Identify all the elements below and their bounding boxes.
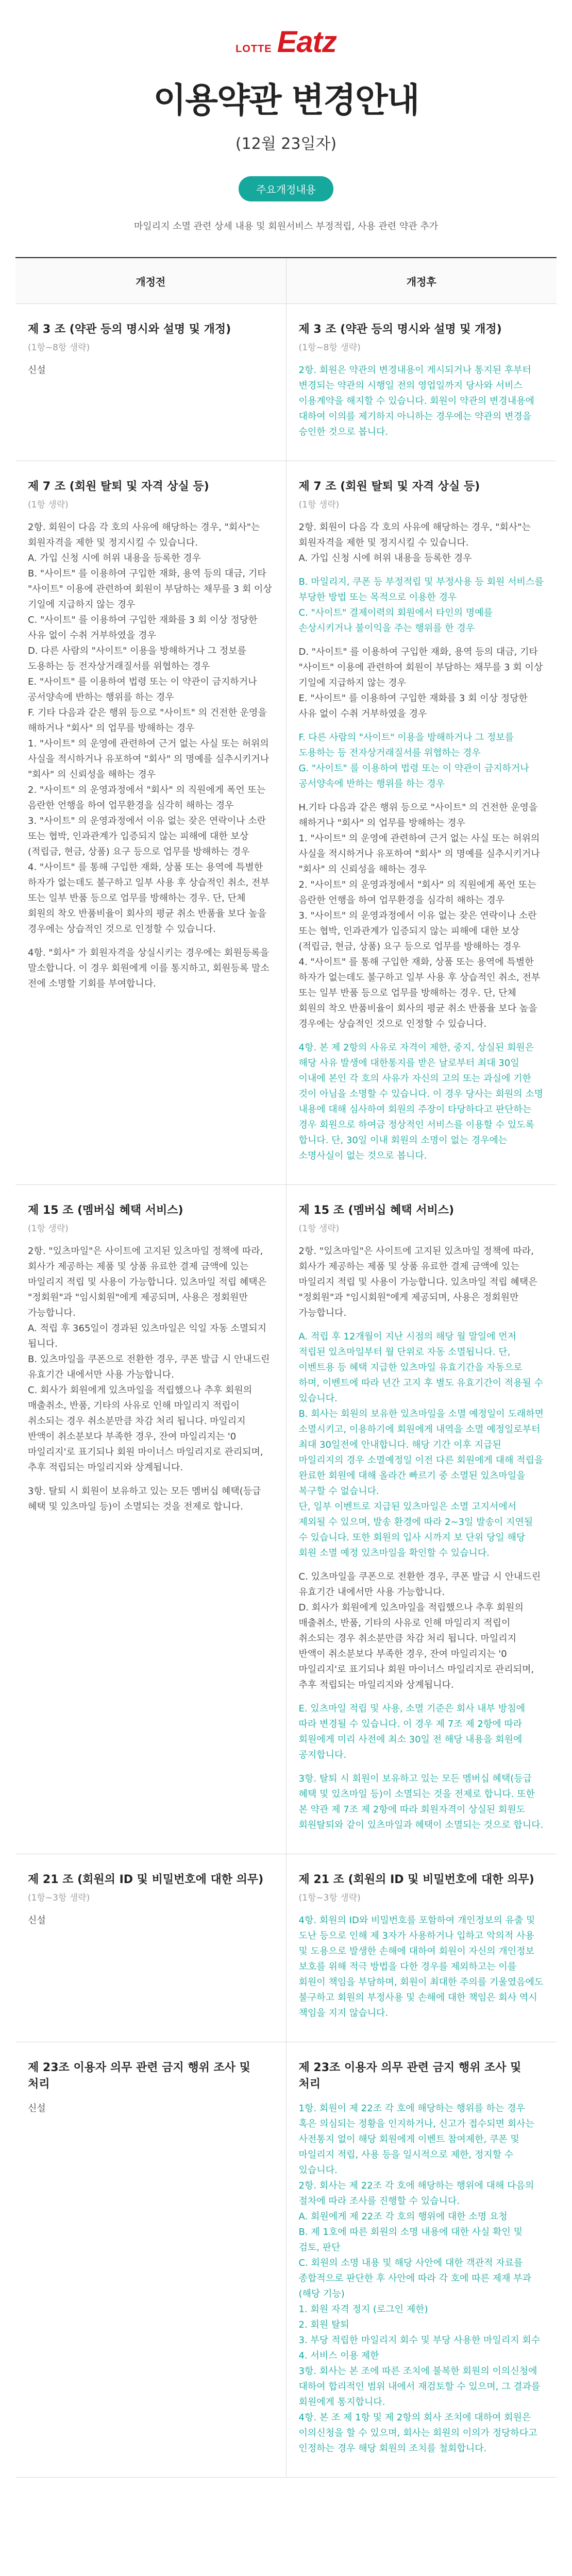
clause-text: C. 있츠마일을 쿠폰으로 전환한 경우, 쿠폰 발급 시 안내드린 유효기간 내에서만 사용 가능합니다. D. 회사가 회원에게 있츠마일을 적립했으나 추후 회원의 매출취소, 반품, 기타의 사유로 인해 마일리지 적립이 취소되는 경우 취소분만큼 차감 처리 됩니다. 마일리지 반액이 취소분보다 부족한 경우, 잔여 마일리지는 '0 마일리지'로 표기되나 회원 마이너스 마일리지로 관리되며, 추후 적립되는 마일리지와 상계됩니다. xyxy=(298,1571,541,1690)
clause-after xyxy=(286,304,557,461)
clause-omitted-note: (1항 생략) xyxy=(298,500,340,510)
clause-title: 제 7 조 (회원 탈퇴 및 자격 상실 등) xyxy=(28,480,209,493)
clause-omitted-note: (1항 생략) xyxy=(298,1224,340,1234)
clause-after xyxy=(286,1185,557,1854)
table-row xyxy=(15,304,557,461)
comparison-table xyxy=(15,257,557,2478)
clause-title: 제 23조 이용자 의무 관련 금지 행위 조사 및 처리 xyxy=(28,2061,250,2091)
clause-text: 신설 xyxy=(28,2103,46,2114)
clause-title: 제 3 조 (약관 등의 명시와 설명 및 개정) xyxy=(298,323,502,336)
table-row xyxy=(15,1185,557,1854)
clause-title: 제 3 조 (약관 등의 명시와 설명 및 개정) xyxy=(28,323,231,336)
clause-text-changed: 4항. 회원의 ID와 비밀번호를 포함하여 개인정보의 유출 및 도난 등으로 인해 제 3자가 사용하거나 입하고 악의적 사용 및 도용으로 발생한 손해에 대하여 회원이 자신의 개인정보 보호를 위해 적극 방법을 다한 경우를 제외하고는 이를 회원이 책임을 부담하며, 회원이 최대한 주의를 기울였음에도 불구하고 회원의 부정사용 및 손해에 대한 책임은 회사 역시 책임을 지지 않습니다. xyxy=(298,1915,544,2019)
clause-omitted-note: (1항 생략) xyxy=(28,1224,69,1234)
clause-omitted-note: (1항~8항 생략) xyxy=(28,343,90,353)
clause-title: 제 23조 이용자 의무 관련 금지 행위 조사 및 처리 xyxy=(298,2061,521,2091)
clause-text-changed: 4항. 본 제 2항의 사유로 자격이 제한, 중지, 상실된 회원은 해당 사유 발생에 대한통지를 받은 날로부터 최대 30일 이내에 본인 각 호의 사유가 자신의 고의 또는 과실에 기한 것이 아님을 소명할 수 있습니다. 이 경우 당사는 회원의 소명 내용에 대해 심사하여 회원의 주장이 타당하다고 판단하는 경우 회원으로 하여금 정상적인 서비스를 이용할 수 있도록 합니다. 단, 30일 이내 회원의 소명이 없는 경우에는 소명사실이 없는 것으로 봅니다. xyxy=(298,1042,544,1161)
clause-text: 4항. "회사" 가 회원자격을 상실시키는 경우에는 회원등록을 말소합니다. 이 경우 회원에게 이를 통지하고, 회원등록 말소 전에 소명할 기회를 부여합니다. xyxy=(28,947,270,989)
key-changes-badge: 주요개정내용 xyxy=(239,176,333,201)
clause-title: 제 7 조 (회원 탈퇴 및 자격 상실 등) xyxy=(298,480,480,493)
clause-before xyxy=(15,304,286,461)
effective-date: (12월 23일자) xyxy=(235,135,337,153)
clause-text: 신설 xyxy=(28,365,46,376)
clause-omitted-note: (1항 생략) xyxy=(28,500,69,510)
clause-before xyxy=(15,1185,286,1854)
brand-eatz: Eatz xyxy=(277,25,337,59)
table-row xyxy=(15,461,557,1185)
clause-before xyxy=(15,2042,286,2478)
clause-text: 3항. 탈퇴 시 회원이 보유하고 있는 모든 멤버십 혜택(등급 혜택 및 있츠마일 등)이 소멸되는 것을 전제로 합니다. xyxy=(28,1486,261,1512)
clause-omitted-note: (1항~3항 생략) xyxy=(298,1893,361,1903)
table-header-row xyxy=(15,258,557,304)
clause-omitted-note: (1항~8항 생략) xyxy=(298,343,361,353)
clause-after xyxy=(286,1854,557,2042)
clause-title: 제 21 조 (회원의 ID 및 비밀번호에 대한 의무) xyxy=(298,1873,534,1886)
clause-text-changed: 3항. 탈퇴 시 회원이 보유하고 있는 모든 멤버십 혜택(등급 혜택 및 있츠마일 등)이 소멸되는 것을 전제로 합니다. 또한 본 약관 제 7조 제 2항에 따라 회원자격이 상실된 회원도 회원탈퇴와 같이 있츠마일과 혜택이 소멸되는 것으로 합니다. xyxy=(298,1773,544,1831)
clause-after xyxy=(286,2042,557,2478)
clause-before xyxy=(15,1854,286,2042)
table-row xyxy=(15,1854,557,2042)
clause-after xyxy=(286,461,557,1185)
brand-logo xyxy=(235,25,337,59)
clause-text-changed: 1항. 회원이 제 22조 각 호에 해당하는 행위를 하는 경우 혹은 의심되는 정황을 인지하거나, 신고가 접수되면 회사는 사전통지 없이 해당 회원에게 이벤트 참여제한, 쿠폰 및 마일리지 적립, 사용 등을 일시적으로 제한, 정지할 수 있습니다. 2항. 회사는 제 22조 각 호에 해당하는 행위에 대해 다음의 절차에 따라 조사를 진행할 수 있습니다. A. 회원에게 제 22조 각 호의 행위에 대한 소명 요청 B. 제 1호에 따른 회원의 소명 내용에 대한 사실 확인 및 검토, 판단 C. 회원의 소명 내용 및 해당 사안에 대한 객관적 자료를 종합적으로 판단한 후 사안에 따라 각 호에 따른 제재 부과 (해당 기능) 1. 회원 자격 정지 (로그인 제한) 2. 회원 탈퇴 3. 부당 적립한 마일리지 회수 및 부당 사용한 마일리지 회수 4. 서비스 이용 제한 3항. 회사는 본 조에 따른 조치에 불복한 회원의 이의신청에 대하여 합리적인 범위 내에서 재검토할 수 있으며, 그 결과를 회원에게 통지합니다. 4항. 본 조 제 1항 및 제 2항의 회사 조치에 대하여 회원은 이의신청을 할 수 있으며, 회사는 회원의 이의가 정당하다고 인정하는 경우 해당 회원의 조치를 철회합니다. xyxy=(298,2103,541,2454)
clause-text: 신설 xyxy=(28,1915,46,1926)
clause-text: 2항. "있츠마일"은 사이트에 고지된 있츠마일 정책에 따라, 회사가 제공하는 제품 및 상품 유료한 결제 금액에 있는 마일리지 적립 및 사용이 가능합니다. 있츠마일 적립 혜택은 "정회원"과 "임시회원"에게 제공되며, 사용은 정회원만 가능합니다. xyxy=(298,1246,537,1318)
clause-text: D. "사이트" 를 이용하여 구입한 재화, 용역 등의 대금, 기타 "사이트" 이용에 관련하여 회원이 부담하는 채무를 3 회 이상 기일에 지급하지 않는 경우 E. "사이트" 를 이용하여 구입한 재화를 3 회 이상 정당한 사유 없이 수취 거부하였을 경우 xyxy=(298,647,543,719)
clause-omitted-note: (1항~3항 생략) xyxy=(28,1893,90,1903)
clause-text-changed: B. 마일리지, 쿠폰 등 부정적립 및 부정사용 등 회원 서비스를 부당한 방법 또는 목적으로 이용한 경우 C. "사이트" 결제이력의 회원에서 타인의 명예를 손상시키거나 불이익을 주는 행위를 한 경우 xyxy=(298,577,544,634)
table-row xyxy=(15,2042,557,2478)
header xyxy=(0,0,572,232)
clause-text: 2항. "있츠마일"은 사이트에 고지된 있츠마일 정책에 따라, 회사가 제공하는 제품 및 상품 유료한 결제 금액에 있는 마일리지 적립 및 사용이 가능합니다. 있츠마일 적립 혜택은 "정회원"과 "임시회원"에게 제공되며, 사용은 정회원만 가능합니다. A. 적립 후 365일이 경과된 있츠마일은 익일 자동 소멸되지 됩니다. B. 있츠마일을 쿠폰으로 전환한 경우, 쿠폰 발급 시 안내드린 유효기간 내에서만 사용 가능합니다. C. 회사가 회원에게 있츠마일을 적립했으나 추후 회원의 매출취소, 반품, 기타의 사유로 인해 마일리지 적립이 취소되는 경우 취소분만큼 차감 처리 됩니다. 마일리지 반액이 취소분보다 부족한 경우, 잔여 마일리지는 '0 마일리지'로 표기되나 회원 마이너스 마일리지로 관리되며, 추후 적립되는 마일리지와 상계됩니다. xyxy=(28,1246,270,1473)
clause-title: 제 15 조 (멤버십 혜택 서비스) xyxy=(298,1204,455,1217)
clause-text-changed: 2항. 회원은 약관의 변경내용이 게시되거나 통지된 후부터 변경되는 약관의 시행일 전의 영업일까지 당사와 서비스 이용계약을 해지할 수 있습니다. 회원이 약관의 변경내용에 대하여 이의를 제기하지 아니하는 경우에는 약관의 변경을 승인한 것으로 봅니다. xyxy=(298,365,534,437)
brand-lotte: LOTTE xyxy=(235,43,272,55)
summary-text: 마일리지 소멸 관련 상세 내용 및 회원서비스 부정적립, 사용 관련 약관 추가 xyxy=(133,221,439,232)
clause-text-changed: E. 있츠마일 적립 및 사용, 소멸 기준은 회사 내부 방침에 따라 변경될 수 있습니다. 이 경우 제 7조 제 2항에 따라 회원에게 미리 사전에 최소 30일 전 해당 내용을 회원에 공지합니다. xyxy=(298,1703,525,1760)
page-title: 이용약관 변경안내 xyxy=(153,80,419,120)
clause-before xyxy=(15,461,286,1185)
clause-text: H.기타 다음과 같은 행위 등으로 "사이트" 의 건전한 운영을 해하거나 "회사" 의 업무를 방해하는 경우 1. "사이트" 의 운영에 관련하여 근거 없는 사실 또는 허위의 사실을 적시하거나 유포하여 "회사" 의 명예를 실추시키거나 "회사" 의 신뢰성을 해하는 경우 2. "사이트" 의 운영과정에서 "회사" 의 직원에게 폭언 또는 음란한 언행을 하여 업무환경을 심각히 해하는 경우 3. "사이트" 의 운영과정에서 이유 없는 잦은 연락이나 소란 또는 협박, 인과관계가 입증되지 않는 피해에 대한 보상 (적립금, 현금, 상품) 요구 등으로 업무를 방해하는 경우 4. "사이트" 를 통해 구입한 재화, 상품 또는 용역에 특별한 하자가 없는데도 불구하고 일부 사용 후 상습적인 취소, 전부 또는 일부 반품 등으로 업무를 방해하는 경우. 단, 단체 회원의 착오 반품비율이 회사의 평균 취소 반품율 보다 높을 경우에는 상습적인 것으로 인정할 수 있습니다. xyxy=(298,802,541,1029)
clause-text-changed: A. 적립 후 12개월이 지난 시점의 해당 월 말일에 먼저 적립된 있츠마일부터 월 단위로 자동 소멸됩니다. 단, 이벤트용 등 혜택 지급한 있츠마일 유효기간을 자동으로 하며, 이벤트에 따라 년간 고지 후 별도 유효기간이 적용될 수 있습니다. B. 회사는 회원의 보유한 있츠마일을 소멸 예정일이 도래하면 소멸시키고, 이용하기에 회원에게 내역을 소멸 예정일로부터 최대 30일전에 안내합니다. 해당 기간 이후 지급된 마일리지의 경우 소멸예정일 이전 다른 회원에게 대해 적립을 완료한 회원에 대해 올라간 빠르기 중 소멸된 있츠마일을 복구할 수 없습니다. 단, 일부 이벤트로 지급된 있츠마일은 소멸 고지서에서 제외될 수 있으며, 발송 환경에 따라 2~3일 발송이 지연될 수 있습니다. 또한 회원의 입사 시까지 보 단위 당일 해당 회원 소멸 예정 있츠마일을 확인할 수 있습니다. xyxy=(298,1331,544,1558)
clause-title: 제 15 조 (멤버십 혜택 서비스) xyxy=(28,1204,183,1217)
clause-text-changed: F. 다른 사람의 "사이트" 이용을 방해하거나 그 정보를 도용하는 등 전자상거래질서를 위협하는 경우 G. "사이트" 를 이용하여 법령 또는 이 약관이 금지하거나 공서양속에 반하는 행위를 하는 경우 xyxy=(298,732,529,789)
header-before: 개정전 xyxy=(15,258,286,304)
table-body xyxy=(15,304,557,2478)
clause-text: 2항. 회원이 다음 각 호의 사유에 해당하는 경우, "회사"는 회원자격을 제한 및 정지시킬 수 있습니다. A. 가입 신청 시에 허위 내용을 등록한 경우 xyxy=(298,522,531,564)
clause-title: 제 21 조 (회원의 ID 및 비밀번호에 대한 의무) xyxy=(28,1873,264,1886)
clause-text: 2항. 회원이 다음 각 호의 사유에 해당하는 경우, "회사"는 회원자격을 제한 및 정지시킬 수 있습니다. A. 가입 신청 시에 허위 내용을 등록한 경우 B. "사이트" 를 이용하여 구입한 재화, 용역 등의 대금, 기타 "사이트" 이용에 관련하여 회원이 부담하는 채무를 3 회 이상 기일에 지급하지 않는 경우 C. "사이트" 를 이용하여 구입한 재화를 3 회 이상 정당한 사유 없이 수취 거부하였을 경우 D. 다른 사람의 "사이트" 이용을 방해하거나 그 정보를 도용하는 등 전자상거래질서를 위협하는 경우 E. "사이트" 를 이용하여 법령 또는 이 약관이 금지하거나 공서양속에 반하는 행위를 하는 경우 F. 기타 다음과 같은 행위 등으로 "사이트" 의 건전한 운영을 해하거나 "회사" 의 업무를 방해하는 경우 1. "사이트" 의 운영에 관련하여 근거 없는 사실 또는 허위의 사실을 적시하거나 유포하여 "회사" 의 명예를 실추시키거나 "회사" 의 신뢰성을 해하는 경우 2. "사이트" 의 운영과정에서 "회사" 의 직원에게 폭언 또는 음란한 언행을 하여 업무환경을 심각히 해하는 경우 3. "사이트" 의 운영과정에서 이유 없는 잦은 연락이나 소란 또는 협박, 인과관계가 입증되지 않는 피해에 대한 보상 (적립금, 현금, 상품) 요구 등으로 업무를 방해하는 경우 4. "사이트" 를 통해 구입한 재화, 상품 또는 용역에 특별한 하자가 없는데도 불구하고 일부 사용 후 상습적인 취소, 전부 또는 일부 반품 등으로 업무를 방해하는 경우. 단, 단체 회원의 착오 반품비율이 회사의 평균 취소 반품율 보다 높을 경우에는 상습적인 것으로 인정할 수 있습니다. xyxy=(28,522,272,935)
header-after: 개정후 xyxy=(286,258,557,304)
